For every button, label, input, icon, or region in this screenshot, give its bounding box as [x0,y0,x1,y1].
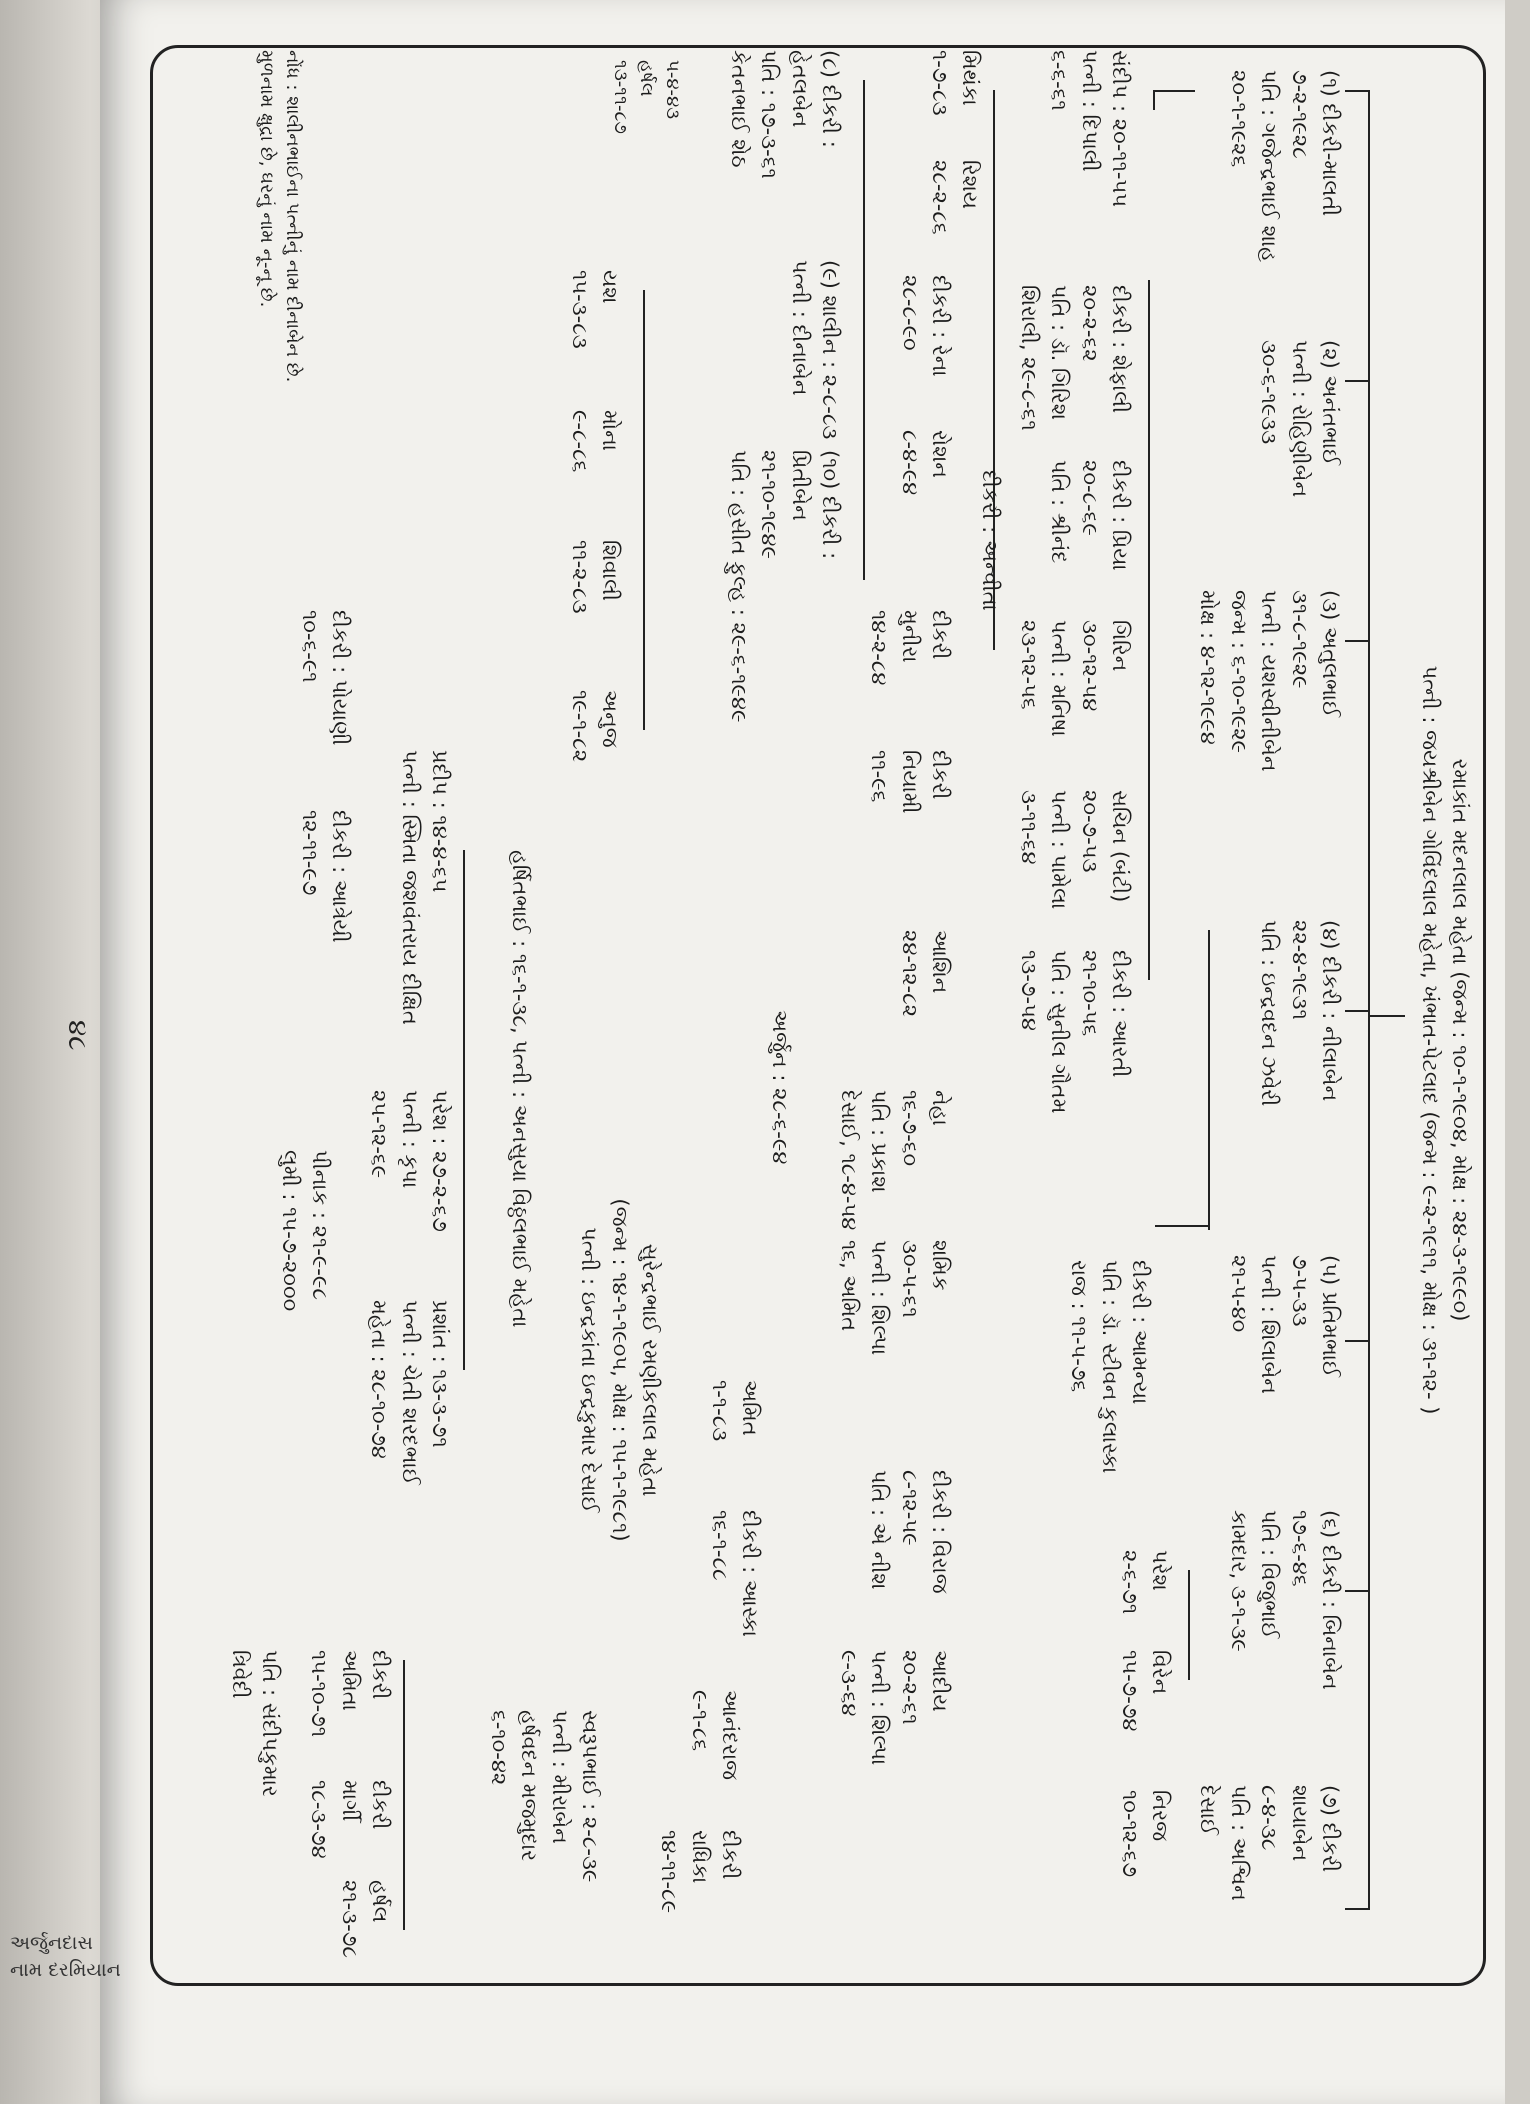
gen3-amit: અમિત ૧-૧-૮૩ [707,1380,762,1442]
root-connector [1370,1015,1405,1017]
gen2-viren: વિરેન ૧૫-૭-૭૪ [1117,1650,1172,1732]
gen3-radhika: દીકરી રાધિકા ૧૪-૧૧-૮૯ [657,1830,742,1914]
gen3-arjun: અર્જુન : ૨૮-૬-૯૪ [768,1010,792,1165]
gen2-shefali: દીકરી : શેફાલી ૨૦-૨-૬૨ પતિ : ડૉ. ગિરિશ શિરાલી, ૨૯-૮-૬૧ [1016,285,1132,431]
branch-10-pritiben: (૧૦) દીકરી : પ્રિતીબેન ૨૧-૧૦-૧૯૪૯ પતિ : હસીત ફુલ્હ : ૨૯-૬-૧૯૪૯ [726,450,842,723]
gen2-sachin: સચિન (બંટી) ૨૦-૭-૫૩ પત્ની : પામેલા ૩-૧૧-૬૪ [1016,790,1132,910]
gen3-roshan: રોશન ૮-૪-૯૪ [897,430,952,496]
surendrabhai: સુરેન્દ્રભાઈ રમણીકલાલ મહેતા (જન્મ : ૧૪-૧-૧૯૦૫, મોક્ષ : ૧૫-૧-૧૯૮૧) પત્ની : ઇન્દ્રકાંતા ઇન્દ્રકુમાર દેસાઈ [577,1198,662,1542]
gen3-aaska: દીકરી : આસ્કા ૧૬-૧-૮૮ [707,1510,762,1637]
left-page-text: અર્જુનદાસ નામ દરમિયાન [10,1932,121,1981]
gen3-mithanka: મિથંકા ૧-૭-૮૩ [927,50,982,116]
gen3-rishay: રિશય ૨૮-૨-૮૬ [927,160,982,235]
children-bar [1368,90,1370,1910]
gen2-sandip: સંદીપ : ૨૦-૧૧-૫૫ પત્ની : દિપાલી ૬-૬-૬૧ [1047,50,1132,208]
gen2-priya: દીકરી : પ્રિયા ૨૦-૮-૬૯ પતિ : શ્રીનંદ [1047,460,1132,571]
branch-9-shalin: (૯) શાલીન : ૨-૮-૮૩ પત્ની : દીનાબેન [787,260,842,440]
branch-8-hetalben: (૮) દીકરી : હેતલબેન પતિ : ૧૭-૩-૬૧ કેતનભાઈ શેઠ [726,50,842,179]
harshitbhai: હર્ષિતભાઈ : ૧૬-૧-૩૮, પત્ની : અનસુયા વિઠ્ઠલભાઈ મહેતા [508,850,532,1328]
child-6-binaben: (૬) દીકરી : બિનાબેન ૧૭-૬-૪૬ પતિ : વિજુભાઈ કામદાર, ૩-૧-૩૯ [1226,1510,1342,1690]
child-5-pratimbhai: (૫) પ્રતિમભાઈ ૭-૫-૩૩ પત્ની : શિલાબેન ૨૧-૫-૪૦ [1226,1255,1342,1394]
page-number: ૪૮ [62,1020,92,1051]
gen2-niraj: નિરજ ૧૦-૧૨-૬૭ [1117,1790,1172,1878]
gg-poyani: દીકરી : પોયાણી ૧૦-૬-૯૧ [297,610,352,746]
branch-10-mona: મોના ૯-૮-૮૬ [567,410,622,473]
swarup-kid-spouse: પતિ : સંદીપકુમાર ત્રિવેદી [227,1650,282,1797]
gen3-aadiy: આદીય ૨૦-૨-૬૧ પત્ની : શિલ્પા ૯-૩-૬૪ [836,1650,952,1766]
family-tree [155,50,1485,1970]
gen3-shamik: શમિક ૩૦-૫-૬૧ પત્ની : શિલ્પા ૧૬, અમિત [836,1240,952,1356]
gen3-neha: નેહા ૧૬-૭-૬૦ પતિ : પ્રકાશ દેસાઈ, ૧૮-૪-૫૪ [836,1090,952,1231]
gg-atreyi: દીકરી : આત્રેયી ૧૨-૧૧-૯૭ [297,810,352,943]
child-1-malti: (૧) દીકરી-માલતી ૭-૨-૧૯૨૮ પતિ : ગજેન્દ્રભાઈ શાહ ૨૦-૧-૧૯૨૬ [1226,70,1342,262]
gen2-amanya: દીકરી : આમન્યા પતિ : ડૉ. સ્ટીવન કુલાસ્કા રાજ : ૧૧-૫-૭૬ [1067,1260,1152,1474]
gen3-niyami: દીકરી નિયામી ૧૧-૯૬ [867,750,952,814]
child-7-shayaben: (૭) દીકરી શાયાબેન ૮-૪-૩૮ પતિ : અશ્વિન દેસાઈ [1196,1785,1342,1901]
paresh: પરેશ : ૨૭-૨-૬૭ પત્ની : કૃપા ૨૫-૧૨-૬૯ [367,1090,452,1232]
gg-pinak-lumi: પીનાક : ૨૧-૯-૯૮ લુમી : ૧૫-૭-૨૦૦૦ [277,1150,332,1312]
child-3-atulbhai: (૩) અતુલભાઈ ૩૧-૮-૧૯૨૯ પત્ની : યશસ્વીનીબેન જન્મ : ૬-૧૦-૧૯૨૯ મોક્ષ : ૪-૧૨-૧૯૯૪ [1196,590,1342,772]
branch-8-child: ૫-૪-૪૩ હર્ષલ ૧૩-૧૧-૮૭ [609,60,683,134]
gen3-rena: દીકરી : રેના ૨૮-૮-૯૦ [897,275,952,377]
swarup-kid-amita: દીકરી અમિતા ૧૫-૧૦-૭૧ [307,1650,392,1738]
gen2-aarti: દીકરી : આરતી ૨૧-૧૦-૫૬ પતિ : સુનીલ ગૌતમ ૧૩-૭-૫૪ [1016,950,1132,1114]
branch-10-yash: યશ ૧૫-૩-૮૩ [567,270,622,349]
child-2-anantbhai: (૨) અનંતભાઈ પત્ની : રોહિણીબેન ૩૦-૬-૧૯૩૩ [1257,340,1342,498]
gen3-anvita: દીકરી : અન્વીતા [978,470,1002,611]
prashant: પ્રશાંત : ૧૩-૩-૭૧ પત્ની : ચેતી શરદભાઈ મહેતા : ૨૮-૧૦-૭૪ [367,1300,452,1485]
gen2-paresh: પરેશ ૨-૬-૭૧ [1117,1550,1172,1615]
gen3-munira: દીકરી મુનીરા ૧૪-૨-૮૪ [867,610,952,686]
pradip: પ્રદીપ : ૧૪-૪-૬૫ પત્ની : સ્મિતા જશવંતરાય દીક્ષિત [397,750,452,1025]
swarup-kid-margi: દીકરી માર્ગી ૧૮-૩-૭૪ [307,1780,392,1859]
gen3-viraj: દીકરી : વિરાજ ૮-૧૨-૫૯ પતિ : એ નીશ [867,1470,952,1594]
gen3-ashin: આશિન ૨૪-૧૨-૮૨ [897,930,952,1017]
child-4-nilaben: (૪) દીકરી : નીલાબેન ૨૨-૪-૧૯૩૧ પતિ : ઇન્દ્રવદન ઝવેરી [1257,920,1342,1107]
footnote: નોંધ : શાલીનભાઈના પત્નીનું નામ દીનાબેન છે. મુળનામ ક્ષુદ્રા છે, ઘરનું નામ નૂ-નૂ છે. [255,50,303,383]
gen3-anandraj: આનંદરાજ ૯-૧-૮૬ [687,1690,742,1780]
gen2-girin: ગિરિન ૩૦-૧૨-૫૪ પત્ની : મનિષા ૨૩-૧૨-૫૬ [1016,620,1132,737]
swarup-kid-harshal: હર્ષલ ૨૧-૩-૭૮ [337,1880,392,1958]
branch-10-anuj: અનુજ ૧૯-૧-૮૨ [567,690,622,763]
root-ancestor: રમાકાંત મદનલાલ મહેતા (જન્મ : ૧૦-૧-૧૯૦૪, મોક્ષ : ૨૪-૩-૧૯૯૦) પત્ની : જયશ્રીબેન ગોવિંદલાલ મહેતા, ખંભાત-પેટલાદ (જન્મ : ૯-૨-૧૯૧૧, મોક્ષ : ૩૧-૧૨- ) [1417,665,1472,1415]
branch-10-shivali: શિવાલી ૧૧-૨-૮૩ [567,540,622,614]
swarupbhai: સ્વરૂપભાઈ : ૨-૮-૩૯ પત્ની : મીરાબેન હર્ષવદન મજમુદાર ૬-૧૦-૪૨ [486,1710,602,1883]
